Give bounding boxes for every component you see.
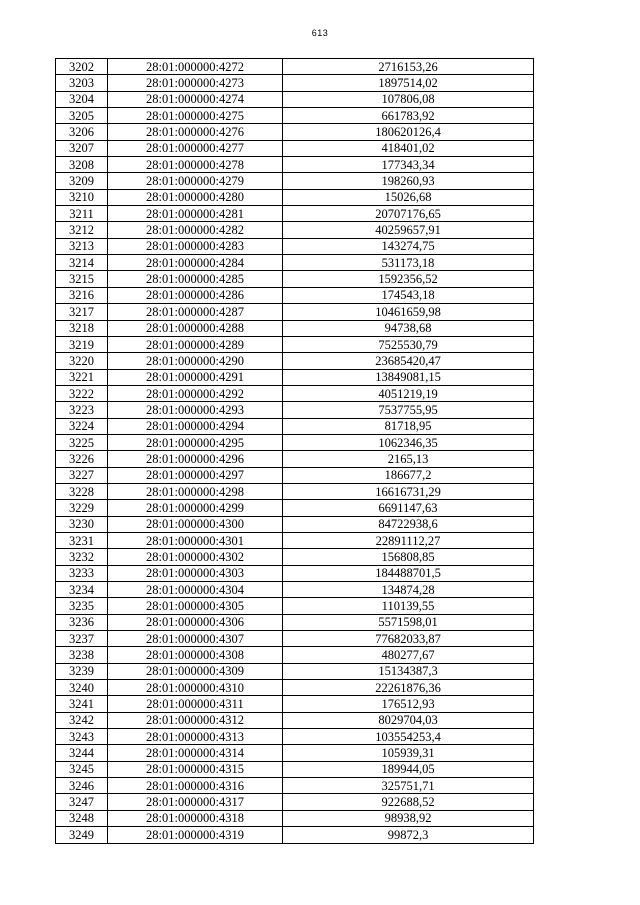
row-number-cell: 3244 [56, 745, 108, 761]
cadastral-number-cell: 28:01:000000:4311 [108, 696, 283, 712]
row-number-cell: 3223 [56, 402, 108, 418]
value-cell: 15134387,3 [283, 663, 534, 679]
value-cell: 198260,93 [283, 173, 534, 189]
row-number-cell: 3214 [56, 255, 108, 271]
table-row [56, 336, 534, 352]
table-row [56, 418, 534, 434]
row-number-cell: 3235 [56, 598, 108, 614]
row-number-cell: 3239 [56, 663, 108, 679]
cadastral-number-cell: 28:01:000000:4282 [108, 222, 283, 238]
row-number-cell: 3213 [56, 238, 108, 254]
cadastral-number-cell: 28:01:000000:4306 [108, 614, 283, 630]
value-cell: 77682033,87 [283, 631, 534, 647]
cadastral-number-cell: 28:01:000000:4285 [108, 271, 283, 287]
value-cell: 94738,68 [283, 320, 534, 336]
row-number-cell: 3215 [56, 271, 108, 287]
cadastral-number-cell: 28:01:000000:4296 [108, 451, 283, 467]
cadastral-number-cell: 28:01:000000:4289 [108, 336, 283, 352]
value-cell: 186677,2 [283, 467, 534, 483]
table-row [56, 140, 534, 156]
value-cell: 143274,75 [283, 238, 534, 254]
value-cell: 1592356,52 [283, 271, 534, 287]
row-number-cell: 3229 [56, 500, 108, 516]
value-cell: 40259657,91 [283, 222, 534, 238]
cadastral-number-cell: 28:01:000000:4277 [108, 140, 283, 156]
value-cell: 184488701,5 [283, 565, 534, 581]
value-cell: 84722938,6 [283, 516, 534, 532]
table-row [56, 663, 534, 679]
table-row [56, 369, 534, 385]
value-cell: 134874,28 [283, 582, 534, 598]
cadastral-number-cell: 28:01:000000:4293 [108, 402, 283, 418]
value-cell: 189944,05 [283, 761, 534, 777]
value-cell: 531173,18 [283, 255, 534, 271]
row-number-cell: 3232 [56, 549, 108, 565]
table-row [56, 729, 534, 745]
cadastral-number-cell: 28:01:000000:4272 [108, 59, 283, 75]
row-number-cell: 3227 [56, 467, 108, 483]
row-number-cell: 3218 [56, 320, 108, 336]
cadastral-number-cell: 28:01:000000:4307 [108, 631, 283, 647]
row-number-cell: 3228 [56, 483, 108, 499]
table-row [56, 598, 534, 614]
row-number-cell: 3216 [56, 287, 108, 303]
row-number-cell: 3210 [56, 189, 108, 205]
cadastral-number-cell: 28:01:000000:4284 [108, 255, 283, 271]
row-number-cell: 3219 [56, 336, 108, 352]
value-cell: 177343,34 [283, 157, 534, 173]
row-number-cell: 3206 [56, 124, 108, 140]
value-cell: 103554253,4 [283, 729, 534, 745]
row-number-cell: 3222 [56, 385, 108, 401]
table-row [56, 402, 534, 418]
table-row [56, 680, 534, 696]
table-row [56, 794, 534, 810]
row-number-cell: 3211 [56, 206, 108, 222]
cadastral-number-cell: 28:01:000000:4316 [108, 778, 283, 794]
table-row [56, 532, 534, 548]
cadastral-number-cell: 28:01:000000:4302 [108, 549, 283, 565]
value-cell: 174543,18 [283, 287, 534, 303]
table-row [56, 549, 534, 565]
value-cell: 176512,93 [283, 696, 534, 712]
value-cell: 180620126,4 [283, 124, 534, 140]
row-number-cell: 3243 [56, 729, 108, 745]
table-body [56, 59, 534, 844]
table-row [56, 647, 534, 663]
value-cell: 107806,08 [283, 91, 534, 107]
value-cell: 661783,92 [283, 108, 534, 124]
table-row [56, 238, 534, 254]
row-number-cell: 3212 [56, 222, 108, 238]
table-row [56, 271, 534, 287]
cadastral-number-cell: 28:01:000000:4288 [108, 320, 283, 336]
row-number-cell: 3240 [56, 680, 108, 696]
cadastral-number-cell: 28:01:000000:4294 [108, 418, 283, 434]
value-cell: 15026,68 [283, 189, 534, 205]
value-cell: 4051219,19 [283, 385, 534, 401]
table-row [56, 761, 534, 777]
row-number-cell: 3209 [56, 173, 108, 189]
row-number-cell: 3246 [56, 778, 108, 794]
cadastral-number-cell: 28:01:000000:4305 [108, 598, 283, 614]
table-row [56, 483, 534, 499]
value-cell: 7525530,79 [283, 336, 534, 352]
table-row [56, 124, 534, 140]
value-cell: 6691147,63 [283, 500, 534, 516]
cadastral-number-cell: 28:01:000000:4318 [108, 810, 283, 826]
table-row [56, 320, 534, 336]
table-row [56, 696, 534, 712]
cadastral-number-cell: 28:01:000000:4281 [108, 206, 283, 222]
table-row [56, 451, 534, 467]
cadastral-number-cell: 28:01:000000:4300 [108, 516, 283, 532]
table-row [56, 827, 534, 843]
row-number-cell: 3226 [56, 451, 108, 467]
table-row [56, 157, 534, 173]
table-row [56, 108, 534, 124]
row-number-cell: 3245 [56, 761, 108, 777]
row-number-cell: 3238 [56, 647, 108, 663]
value-cell: 8029704,03 [283, 712, 534, 728]
value-cell: 98938,92 [283, 810, 534, 826]
cadastral-number-cell: 28:01:000000:4275 [108, 108, 283, 124]
row-number-cell: 3231 [56, 532, 108, 548]
cadastral-number-cell: 28:01:000000:4309 [108, 663, 283, 679]
row-number-cell: 3204 [56, 91, 108, 107]
value-cell: 2165,13 [283, 451, 534, 467]
value-cell: 2716153,26 [283, 59, 534, 75]
cadastral-number-cell: 28:01:000000:4291 [108, 369, 283, 385]
table-row [56, 712, 534, 728]
table-row [56, 173, 534, 189]
row-number-cell: 3236 [56, 614, 108, 630]
value-cell: 5571598,01 [283, 614, 534, 630]
value-cell: 20707176,65 [283, 206, 534, 222]
page-number: 613 [311, 28, 329, 38]
row-number-cell: 3225 [56, 434, 108, 450]
table-row [56, 304, 534, 320]
row-number-cell: 3233 [56, 565, 108, 581]
row-number-cell: 3234 [56, 582, 108, 598]
cadastral-number-cell: 28:01:000000:4299 [108, 500, 283, 516]
table-row [56, 467, 534, 483]
table-row [56, 91, 534, 107]
row-number-cell: 3207 [56, 140, 108, 156]
value-cell: 480277,67 [283, 647, 534, 663]
data-table [55, 58, 534, 844]
cadastral-number-cell: 28:01:000000:4280 [108, 189, 283, 205]
row-number-cell: 3217 [56, 304, 108, 320]
table-row [56, 810, 534, 826]
table-row [56, 222, 534, 238]
cadastral-number-cell: 28:01:000000:4295 [108, 434, 283, 450]
table-row [56, 614, 534, 630]
row-number-cell: 3249 [56, 827, 108, 843]
row-number-cell: 3237 [56, 631, 108, 647]
table-row [56, 385, 534, 401]
table-row [56, 500, 534, 516]
cadastral-number-cell: 28:01:000000:4274 [108, 91, 283, 107]
value-cell: 156808,85 [283, 549, 534, 565]
cadastral-number-cell: 28:01:000000:4310 [108, 680, 283, 696]
value-cell: 1062346,35 [283, 434, 534, 450]
table-row [56, 353, 534, 369]
value-cell: 105939,31 [283, 745, 534, 761]
cadastral-number-cell: 28:01:000000:4273 [108, 75, 283, 91]
table-row [56, 75, 534, 91]
table-row [56, 59, 534, 75]
cadastral-number-cell: 28:01:000000:4286 [108, 287, 283, 303]
cadastral-number-cell: 28:01:000000:4319 [108, 827, 283, 843]
table-row [56, 434, 534, 450]
row-number-cell: 3203 [56, 75, 108, 91]
cadastral-number-cell: 28:01:000000:4279 [108, 173, 283, 189]
row-number-cell: 3202 [56, 59, 108, 75]
table-row [56, 255, 534, 271]
value-cell: 23685420,47 [283, 353, 534, 369]
table-row [56, 565, 534, 581]
value-cell: 7537755,95 [283, 402, 534, 418]
value-cell: 99872,3 [283, 827, 534, 843]
cadastral-number-cell: 28:01:000000:4314 [108, 745, 283, 761]
value-cell: 16616731,29 [283, 483, 534, 499]
value-cell: 325751,71 [283, 778, 534, 794]
row-number-cell: 3221 [56, 369, 108, 385]
table-row [56, 516, 534, 532]
cadastral-number-cell: 28:01:000000:4315 [108, 761, 283, 777]
value-cell: 22261876,36 [283, 680, 534, 696]
row-number-cell: 3230 [56, 516, 108, 532]
cadastral-number-cell: 28:01:000000:4283 [108, 238, 283, 254]
row-number-cell: 3248 [56, 810, 108, 826]
value-cell: 418401,02 [283, 140, 534, 156]
table-row [56, 582, 534, 598]
table-row [56, 631, 534, 647]
table-row [56, 778, 534, 794]
cadastral-number-cell: 28:01:000000:4278 [108, 157, 283, 173]
value-cell: 10461659,98 [283, 304, 534, 320]
cadastral-number-cell: 28:01:000000:4290 [108, 353, 283, 369]
row-number-cell: 3205 [56, 108, 108, 124]
cadastral-number-cell: 28:01:000000:4313 [108, 729, 283, 745]
value-cell: 1897514,02 [283, 75, 534, 91]
cadastral-number-cell: 28:01:000000:4301 [108, 532, 283, 548]
cadastral-number-cell: 28:01:000000:4287 [108, 304, 283, 320]
row-number-cell: 3224 [56, 418, 108, 434]
cadastral-number-cell: 28:01:000000:4304 [108, 582, 283, 598]
row-number-cell: 3247 [56, 794, 108, 810]
value-cell: 22891112,27 [283, 532, 534, 548]
table-row [56, 287, 534, 303]
value-cell: 110139,55 [283, 598, 534, 614]
cadastral-number-cell: 28:01:000000:4312 [108, 712, 283, 728]
cadastral-number-cell: 28:01:000000:4298 [108, 483, 283, 499]
cadastral-number-cell: 28:01:000000:4297 [108, 467, 283, 483]
value-cell: 922688,52 [283, 794, 534, 810]
cadastral-number-cell: 28:01:000000:4317 [108, 794, 283, 810]
cadastral-number-cell: 28:01:000000:4308 [108, 647, 283, 663]
row-number-cell: 3242 [56, 712, 108, 728]
table-row [56, 745, 534, 761]
table-row [56, 206, 534, 222]
value-cell: 81718,95 [283, 418, 534, 434]
cadastral-number-cell: 28:01:000000:4303 [108, 565, 283, 581]
value-cell: 13849081,15 [283, 369, 534, 385]
row-number-cell: 3220 [56, 353, 108, 369]
row-number-cell: 3208 [56, 157, 108, 173]
table-row [56, 189, 534, 205]
cadastral-number-cell: 28:01:000000:4276 [108, 124, 283, 140]
row-number-cell: 3241 [56, 696, 108, 712]
cadastral-number-cell: 28:01:000000:4292 [108, 385, 283, 401]
